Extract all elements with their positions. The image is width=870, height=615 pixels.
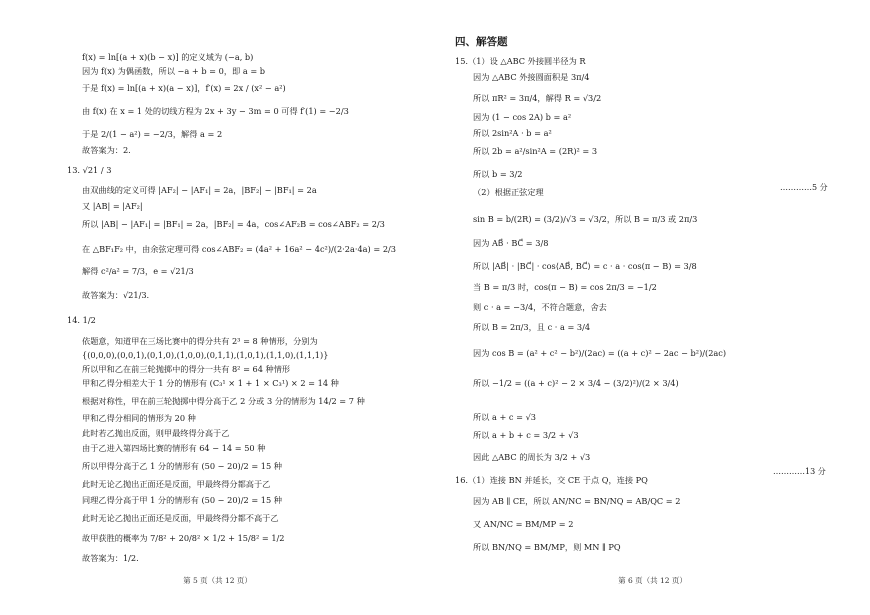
text-line: 所以 a + b + c = 3/2 + √3 [473, 430, 579, 440]
text-line: 所以 |AB| − |AF₁| = |BF₁| = 2a，|BF₂| = 4a，cos∠AF₂B = cos∠ABF₂ = 2/3 [82, 219, 385, 229]
text-line: 因为 cos B = (a² + c² − b²)/(2ac) = ((a + c)² − 2ac − b²)/(2ac) [473, 348, 727, 358]
text-line: 由于乙进入第四场比赛的情形有 64 − 14 = 50 种 [82, 443, 266, 453]
question-line: 15.（1）设 △ABC 外接圆半径为 R [455, 56, 586, 66]
text-line: 又 AN/NC = BM/MP = 2 [473, 519, 574, 529]
score-marker: …………13 分 [773, 467, 826, 476]
text-line: 因为 △ABC 外接圆面积是 3π/4 [473, 72, 590, 82]
text-line: 根据对称性，甲在前三轮抛掷中得分高于乙 2 分或 3 分的情形为 14/2 = 7 种 [82, 396, 365, 406]
text-line: 则 c · a = −3/4，不符合题意，舍去 [473, 302, 607, 312]
text-line: 所以 BN/NQ = BM/MP，则 MN ∥ PQ [473, 542, 621, 552]
text-line: 又 |AB| = |AF₂| [82, 201, 143, 211]
page-footer: 第 6 页（共 12 页） [618, 576, 687, 585]
section-heading: 四、解答题 [455, 36, 508, 48]
text-line: 所以 a + c = √3 [473, 412, 537, 422]
page-footer: 第 5 页（共 12 页） [183, 576, 252, 585]
text-line: 故答案为：2. [82, 145, 131, 155]
text-line: 当 B = π/3 时，cos(π − B) = cos 2π/3 = −1/2 [473, 282, 657, 292]
text-line: 在 △BF₁F₂ 中，由余弦定理可得 cos∠ABF₂ = (4a² + 16a² − 4c²)/(2·2a·4a) = 2/3 [82, 244, 396, 254]
text-line: 甲和乙得分相差大于 1 分的情形有 (C₃¹ × 1 + 1 × C₃¹) × 2 = 14 种 [82, 378, 339, 388]
text-line: 于是 f(x) = ln[(a + x)(a − x)]，f′(x) = 2x / (x² − a²) [82, 83, 286, 93]
text-line: 所以 πR² = 3π/4，解得 R = √3/2 [473, 93, 602, 103]
text-line: 所以 2sin²A · b = a² [473, 128, 552, 138]
right-page [435, 0, 870, 615]
text-line: {(0,0,0),(0,0,1),(0,1,0),(1,0,0),(0,1,1),(1,0,1),(1,1,0),(1,1,1)} [82, 350, 329, 360]
text-line: （2）根据正弦定理 [473, 187, 544, 197]
question-number: 14. 1/2 [67, 315, 96, 325]
text-line: 因为 AB ∥ CE，所以 AN/NC = BN/NQ = AB/QC = 2 [473, 496, 681, 506]
text-line: 此时无论乙抛出正面还是反面，甲最终得分都不高于乙 [82, 513, 279, 523]
text-line: sin B = b/(2R) = (3/2)/√3 = √3/2，所以 B = π/3 或 2π/3 [473, 214, 698, 224]
text-line: 因此 △ABC 的周长为 3/2 + √3 [473, 452, 591, 462]
text-line: 此时无论乙抛出正面还是反面，甲最终得分都高于乙 [82, 479, 271, 489]
text-line: 由 f(x) 在 x = 1 处的切线方程为 2x + 3y − 3m = 0 可得 f′(1) = −2/3 [82, 106, 349, 116]
text-line: 依题意，知道甲在三场比赛中的得分共有 2³ = 8 种情形，分别为 [82, 336, 318, 346]
text-line: 解得 c²/a² = 7/3，e = √21/3 [82, 266, 194, 276]
text-line: 故甲获胜的概率为 7/8² + 20/8² × 1/2 + 15/8² = 1/2 [82, 533, 285, 543]
text-line: 所以 B = 2π/3，且 c · a = 3/4 [473, 322, 591, 332]
text-line: 所以 −1/2 = ((a + c)² − 2 × 3/4 − (3/2)²)/(2 × 3/4) [473, 378, 679, 388]
text-line: 因为 (1 − cos 2A) b = a² [473, 112, 572, 122]
text-line: 因为 f(x) 为偶函数，所以 −a + b = 0，即 a = b [82, 66, 266, 76]
text-line: 因为 AB⃗ · BC⃗ = 3/8 [473, 238, 549, 248]
text-line: 于是 2/(1 − a²) = −2/3，解得 a = 2 [82, 129, 223, 139]
text-line: 所以 2b = a²/sin²A = (2R)² = 3 [473, 146, 598, 156]
question-line: 16.（1）连接 BN 并延长，交 CE 于点 Q，连接 PQ [455, 475, 648, 485]
text-line: 所以甲得分高于乙 1 分的情形有 (50 − 20)/2 = 15 种 [82, 461, 282, 471]
question-number: 13. √21 / 3 [67, 165, 112, 175]
text-line: f(x) = ln[(a + x)(b − x)] 的定义域为 (−a, b) [82, 52, 254, 62]
text-line: 故答案为：√21/3. [82, 290, 150, 300]
text-line: 此时若乙抛出反面，则甲最终得分高于乙 [82, 428, 230, 438]
text-line: 所以甲和乙在前三轮抛掷中的得分一共有 8² = 64 种情形 [82, 364, 291, 374]
text-line: 所以 b = 3/2 [473, 169, 523, 179]
text-line: 同理乙得分高于甲 1 分的情形有 (50 − 20)/2 = 15 种 [82, 495, 282, 505]
score-marker: …………5 分 [780, 183, 828, 192]
text-line: 由双曲线的定义可得 |AF₂| − |AF₁| = 2a，|BF₂| − |BF₁| = 2a [82, 185, 317, 195]
text-line: 甲和乙得分相同的情形为 20 种 [82, 413, 196, 423]
text-line: 故答案为：1/2. [82, 553, 139, 563]
text-line: 所以 |AB⃗| · |BC⃗| · cos⟨AB⃗, BC⃗⟩ = c · a · cos(π − B) = 3/8 [473, 261, 697, 271]
